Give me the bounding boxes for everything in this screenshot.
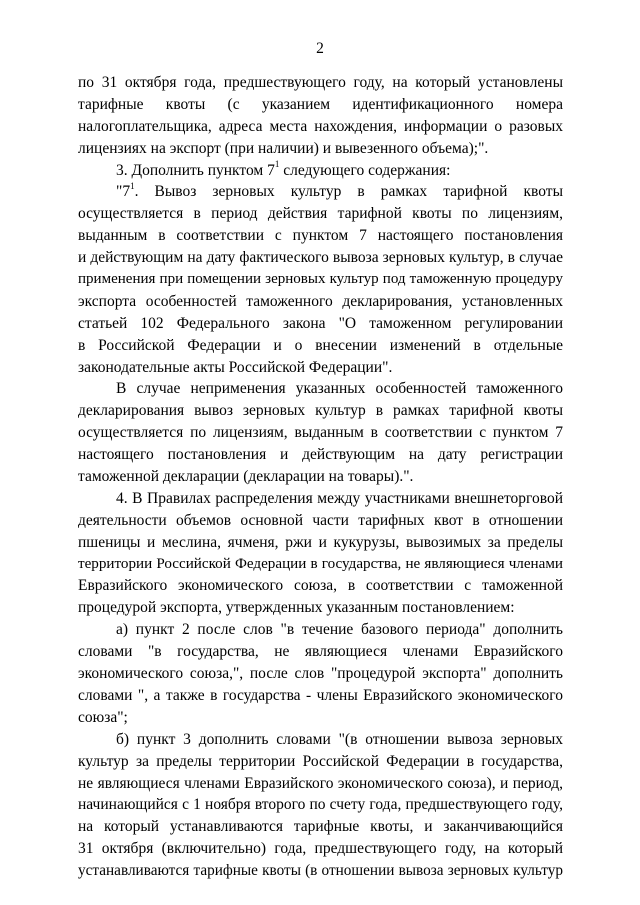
text-line: статьей 102 Федерального закона "О таможенном регулировании: [78, 314, 563, 332]
text-line: культур за пределы территории Российской Федерации в государства,: [78, 752, 563, 770]
document-body: [78, 72, 563, 882]
text-segment: . Вывоз зерновых культур в рамках тарифной квоты: [134, 183, 563, 201]
text-line: законодательные акты Российской Федерации".: [78, 358, 393, 376]
text-line: процедурой экспорта, утвержденных указанным постановлением:: [78, 599, 515, 617]
text-segment: следующего содержания:: [279, 161, 451, 179]
superscript-index: 1: [130, 181, 135, 192]
text-line: осуществляется по лицензиям, выданным в соответствии с пунктом 7: [78, 424, 563, 442]
text-line: В случае неприменения указанных особенностей таможенного: [116, 380, 563, 398]
text-line: словами ", а также в государства - члены Евразийского экономического: [78, 686, 563, 704]
text-line: тарифные квоты (с указанием идентификационного номера: [78, 95, 563, 113]
text-line: словами "в государства, не являющиеся членами Евразийского: [78, 643, 563, 661]
text-line: осуществляется в период действия тарифной квоты по лицензиям,: [78, 205, 563, 223]
text-line: [78, 160, 563, 182]
text-line: территории Российской Федерации в государства, не являющиеся членами: [78, 555, 563, 572]
text-line: [78, 181, 563, 203]
text-line: не являющиеся членами Евразийского экономического союза), и период,: [78, 774, 563, 792]
text-segment: "7: [116, 183, 131, 201]
text-line: таможенной декларации (декларации на товары).".: [78, 468, 414, 486]
text-line: и действующим на дату фактического вывоза зерновых культур, в случае: [78, 249, 563, 267]
page-number: 2: [316, 40, 324, 57]
text-line: на который устанавливаются тарифные квоты, и заканчивающийся: [78, 818, 563, 836]
text-segment: 3. Дополнить пунктом 7: [116, 161, 275, 179]
text-line: экономического союза,", после слов "процедурой экспорта" дополнить: [78, 665, 563, 683]
text-line: союза";: [78, 708, 128, 726]
text-line: лицензиях на экспорт (при наличии) и вывезенного объема);".: [78, 139, 489, 157]
text-line: применения при помещении зерновых культур под таможенную процедуру: [78, 271, 563, 288]
text-line: выданным в соответствии с пунктом 7 настоящего постановления: [78, 227, 563, 245]
text-line: 31 октября (включительно) года, предшествующего году, на который: [78, 840, 563, 858]
text-line: а) пункт 2 после слов "в течение базового периода" дополнить: [116, 621, 563, 639]
text-line: 4. В Правилах распределения между участниками внешнеторговой: [116, 489, 563, 507]
text-line: декларирования вывоз зерновых культур в рамках тарифной квоты: [78, 402, 563, 420]
text-line: б) пункт 3 дополнить словами "(в отношении вывоза зерновых: [116, 730, 563, 748]
text-line: по 31 октября года, предшествующего году, на который установлены: [78, 74, 563, 91]
text-line: экспорта особенностей таможенного декларирования, установленных: [78, 292, 563, 310]
text-line: пшеницы и меслина, ячменя, ржи и кукурузы, вывозимых за пределы: [78, 533, 563, 551]
text-line: начинающийся с 1 ноября второго по счету года, предшествующего году,: [78, 796, 563, 814]
superscript-index: 1: [274, 159, 280, 170]
text-line: в Российской Федерации и о внесении изменений в отдельные: [78, 336, 563, 354]
text-line: деятельности объемов основной части тарифных квот в отношении: [78, 511, 563, 529]
text-line: устанавливаются тарифные квоты (в отношении вывоза зерновых культур: [78, 862, 563, 880]
text-line: Евразийского экономического союза, в соответствии с таможенной: [78, 577, 563, 595]
text-line: настоящего постановления и действующим на дату регистрации: [78, 446, 563, 464]
text-line: налогоплательщика, адреса места нахождения, информации о разовых: [78, 117, 563, 135]
